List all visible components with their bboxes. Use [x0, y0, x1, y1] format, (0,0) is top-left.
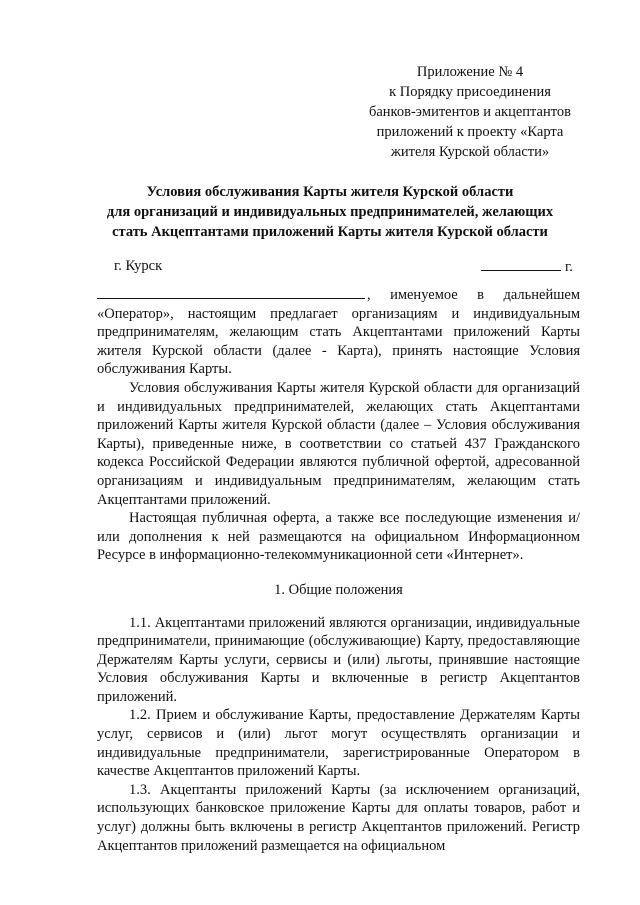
appendix-line: к Порядку присоединения [389, 84, 551, 100]
appendix-line: банков-эмитентов и акцептантов [368, 104, 571, 120]
intro-paragraph-2: Условия обслуживания Карты жителя Курской области для организаций и индивидуальных предпринимателей, желающих стать Акцептантами приложений Карты жителя Курской области (далее – Условия обслуживания Карты), приведенные ниже, в соответствии со статьей 437 Гражданского кодекса Российской Федерации являются публичной офертой, адресованной организациям и индивидуальным предпринимателям, желающим стать Акцептантами приложений. [97, 379, 580, 508]
document-title [60, 182, 600, 242]
lead-word: в [477, 287, 485, 303]
lead-word: именуемое [390, 287, 458, 303]
intro-paragraph-3: Настоящая публичная оферта, а также все последующие изменения и/или дополнения к ней размещаются на официальном Информационном Ресурсе в информационно-телекоммуникационной сети «Интернет». [97, 510, 580, 564]
title-line: для организаций и индивидуальных предпринимателей, желающих [106, 204, 554, 220]
date-blank-line [481, 258, 561, 271]
appendix-line: Приложение № 4 [416, 64, 524, 80]
year-suffix: г. [565, 259, 573, 275]
document-body [97, 286, 580, 855]
appendix-line: жителя Курской области» [390, 144, 550, 160]
intro-paragraph-1: «Оператор», настоящим предлагает организациям и индивидуальным предпринимателям, желающим стать Акцептантами приложений Карты жителя Курской области (далее - Карта), принять настоящие Условия обслуживания Карты. [97, 305, 580, 378]
clause-1-1: 1.1. Акцептантами приложений являются организации, индивидуальные предприниматели, принимающие (обслуживающие) Карту, предоставляющие Держателям Карты услуги, сервисы и (или) льготы, принявшие настоящие Условия обслуживания Карты и включенные в регистр Акцептантов приложений. [97, 614, 580, 705]
operator-lead-line [97, 286, 580, 305]
title-line: Условия обслуживания Карты жителя Курской области [146, 184, 514, 200]
lead-words [367, 286, 580, 305]
lead-separator: , [367, 287, 371, 303]
appendix-line: приложений к проекту «Карта [376, 124, 564, 140]
lead-word: дальнейшем [503, 287, 580, 303]
section-heading: 1. Общие положения [274, 581, 403, 598]
clause-1-2: 1.2. Прием и обслуживание Карты, предоставление Держателям Карты услуг, сервисов и (или) льгот могут осуществлять организации и индивидуальные предприниматели, зарегистрированные Оператором в качестве Акцептантов приложений Карты. [97, 707, 580, 780]
appendix-note [360, 62, 580, 162]
operator-name-blank [97, 286, 365, 299]
clause-1-3: 1.3. Акцептанты приложений Карты (за исключением организаций, использующих банковское приложение Карты для оплаты товаров, работ и услуг) должны быть включены в регистр Акцептантов приложений. Регистр Акцептантов приложений размещается на официальном [97, 781, 580, 854]
title-line: стать Акцептантами приложений Карты жителя Курской области [112, 224, 548, 240]
city-name: г. Курск [114, 258, 163, 274]
date-field [481, 258, 573, 276]
